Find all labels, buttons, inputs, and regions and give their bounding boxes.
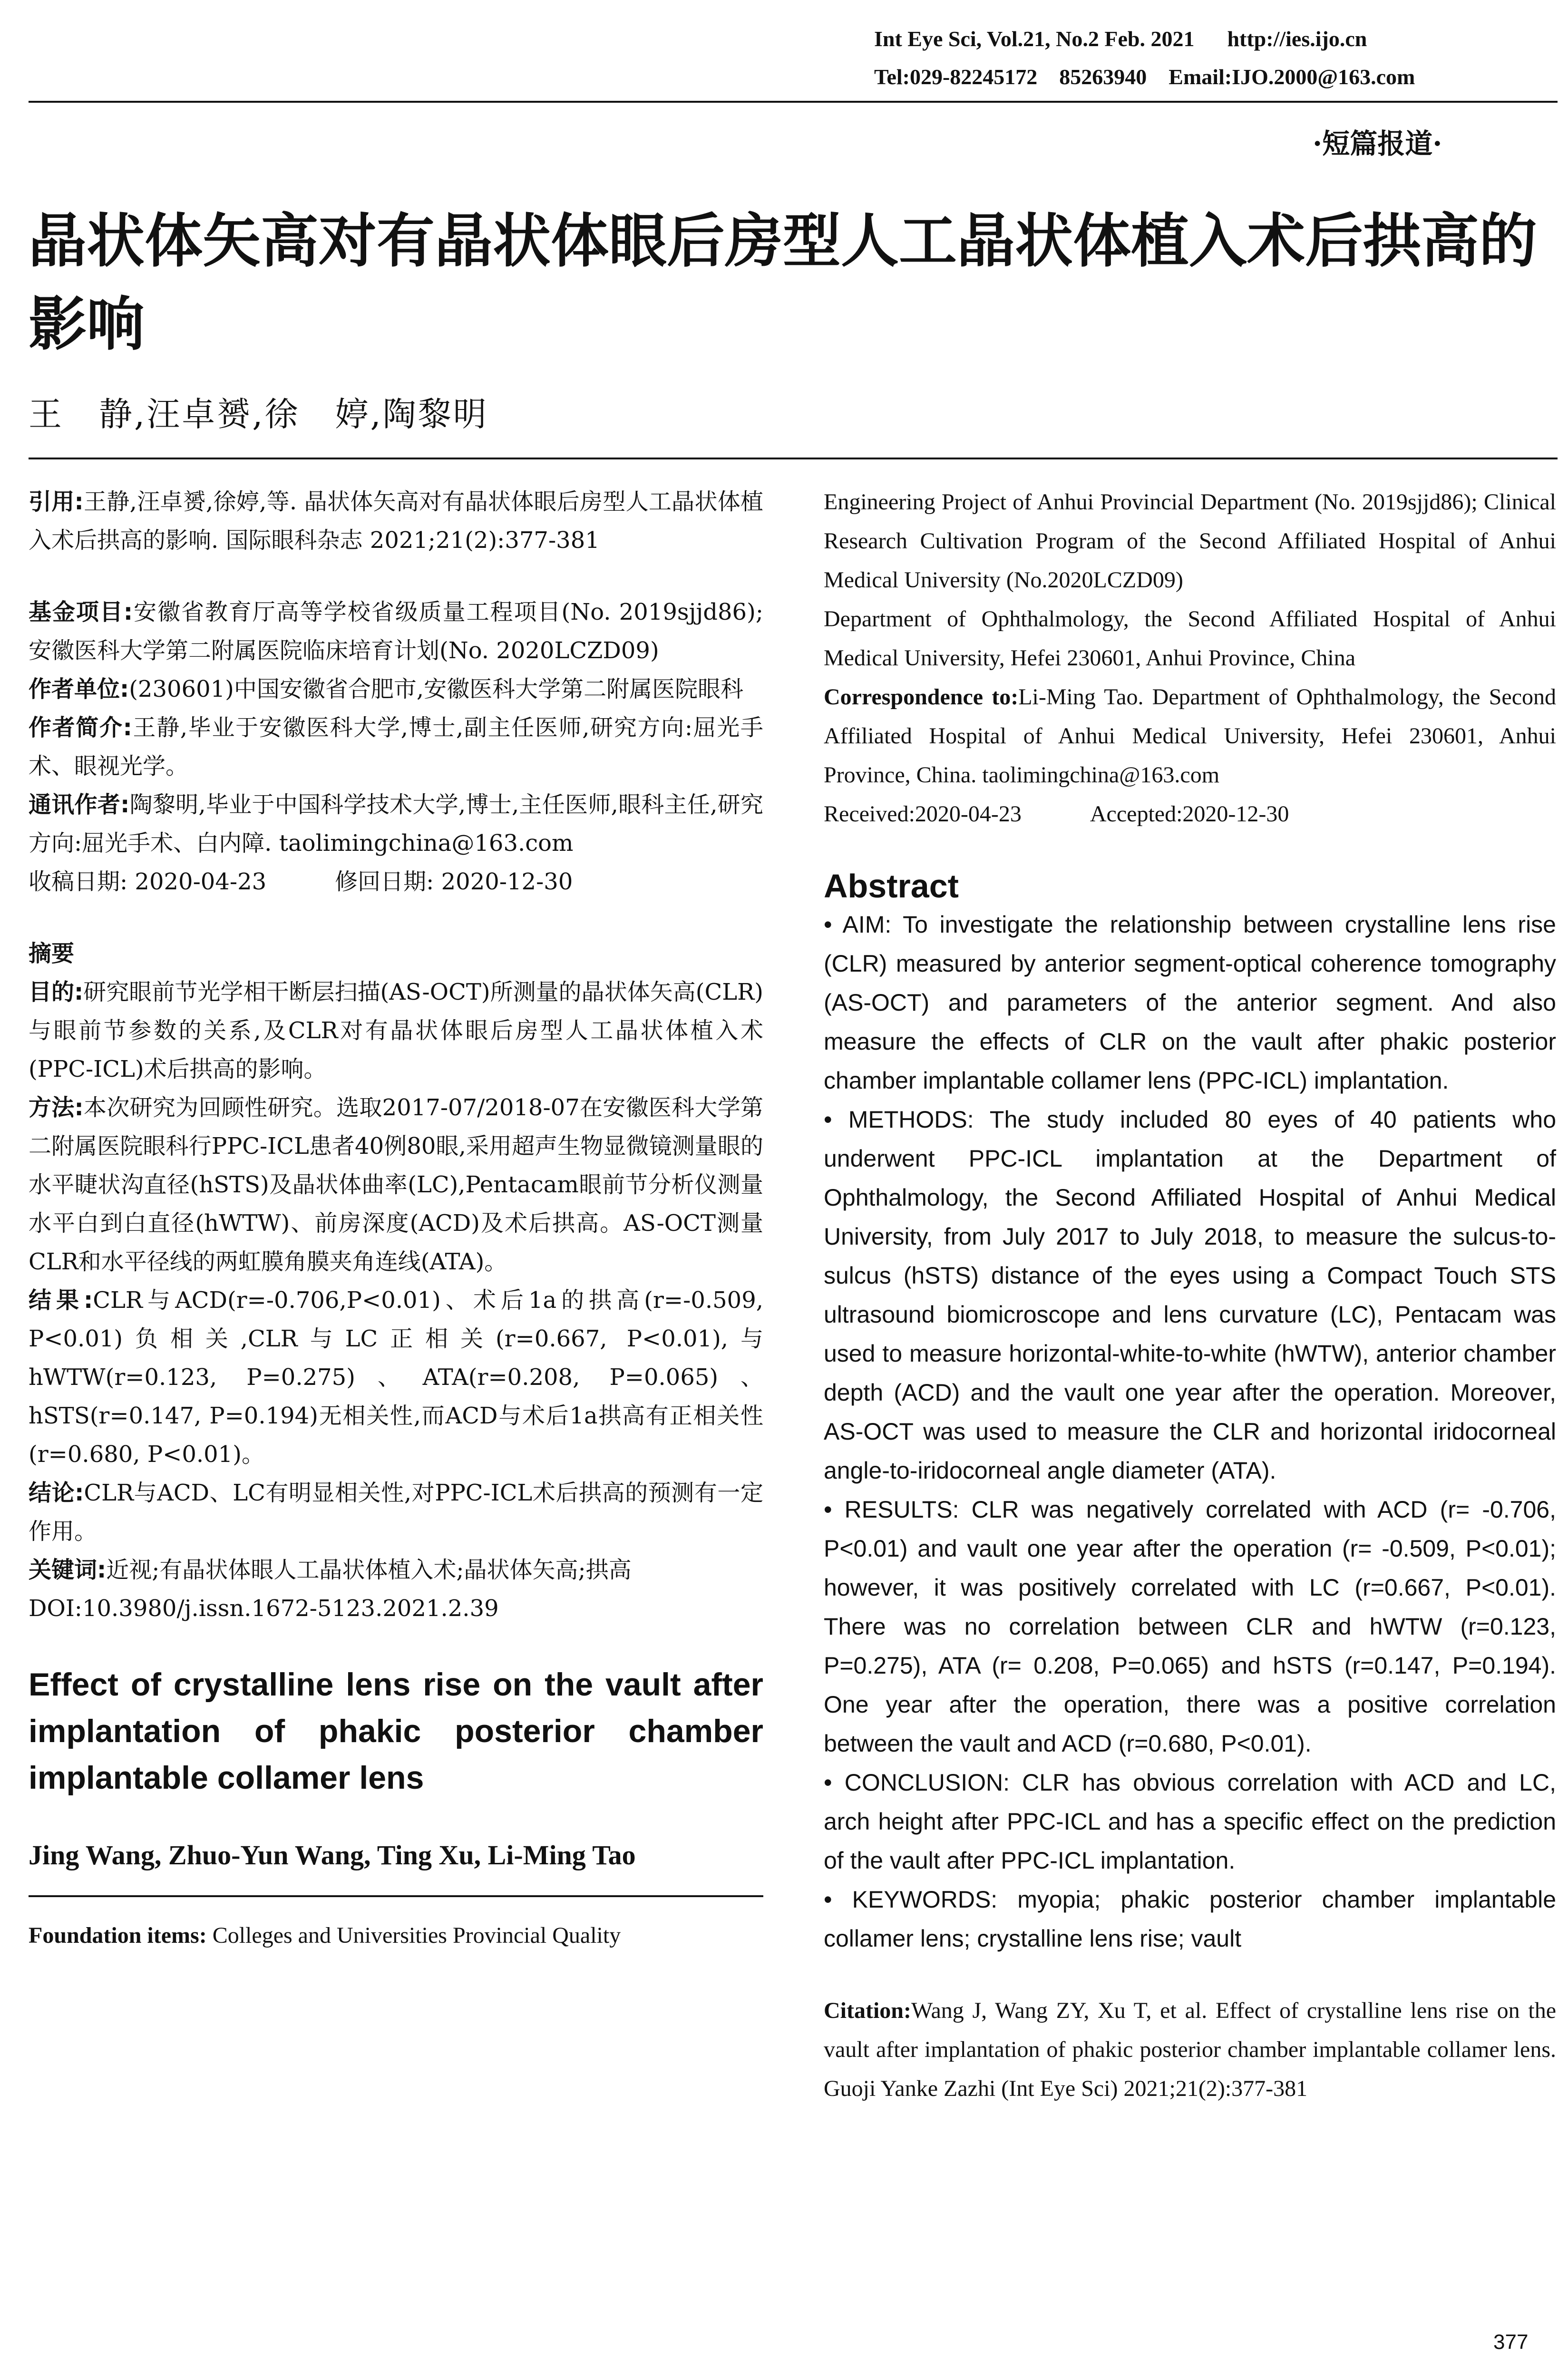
section-label: ·短篇报道·: [1313, 127, 1442, 160]
unit-label: 作者单位:: [29, 676, 129, 702]
bio-text: 王静,毕业于安徽医科大学,博士,副主任医师,研究方向:屈光手术、眼视光学。: [29, 714, 763, 779]
aim-en: • AIM: To investigate the relationship between crystalline lens rise (CLR) measured by anterior segment-optical coherence tomography (AS-OCT) and parameters of the anterior segment. And also measure the effects of CLR on the vault after phakic posterior chamber implantable collamer lens (PPC-ICL) implantation.: [824, 911, 1556, 1094]
fund-info: [29, 593, 763, 670]
english-authors: Jing Wang, Zhuo-Yun Wang, Ting Xu, Li-Ming Tao: [29, 1840, 636, 1870]
bio-label: 作者简介:: [29, 714, 132, 741]
right-column: [824, 483, 1556, 2108]
title-rule: [29, 458, 1558, 459]
methods-label: 方法:: [29, 1094, 84, 1121]
conclusion-en: • CONCLUSION: CLR has obvious correlation with ACD and LC, arch height after PPC-ICL and has a specific effect on the prediction of the vault after PPC-ICL implantation.: [824, 1769, 1556, 1874]
conclusion-cn: [29, 1474, 763, 1551]
received-accepted: Received:2020-04-23 Accepted:2020-12-30: [824, 801, 1289, 827]
keywords-text: 近视;有晶状体眼人工晶状体植入术;晶状体矢高;拱高: [106, 1557, 632, 1583]
author-list: 王 静,汪卓赟,徐 婷,陶黎明: [29, 395, 488, 434]
foundation-text: Colleges and Universities Provincial Quality: [212, 1923, 621, 1948]
methods-text: 本次研究为回顾性研究。选取2017-07/2018-07在安徽医科大学第二附属医院眼科行PPC-ICL患者40例80眼,采用超声生物显微镜测量眼的水平睫状沟直径(hSTS)及晶状体曲率(LC),Pentacam眼前节分析仪测量水平白到白直径(hWTW)、前房深度(ACD)及术后拱高。AS-OCT测量CLR和水平径线的两虹膜角膜夹角连线(ATA)。: [29, 1094, 763, 1275]
journal-info-line-1: Int Eye Sci, Vol.21, No.2 Feb. 2021 http://ies.ijo.cn: [874, 27, 1367, 51]
aim-cn: [29, 973, 763, 1089]
results-text: CLR与ACD(r=-0.706,P<0.01)、术后1a的拱高(r=-0.509, P<0.01)负相关,CLR与LC正相关(r=0.667, P<0.01),与hWTW(r=0.123, P=0.275)、ATA(r=0.208, P=0.065)、hSTS(r=0.147, P=0.194)无相关性,而ACD与术后1a拱高有正相关性(r=0.680, P<0.01)。: [29, 1287, 763, 1468]
correspondence-en: [824, 678, 1556, 795]
aim-text: 研究眼前节光学相干断层扫描(AS-OCT)所测量的晶状体矢高(CLR)与眼前节参数的关系,及CLR对有晶状体眼后房型人工晶状体植入术(PPC-ICL)术后拱高的影响。: [29, 979, 763, 1082]
citation-en: [824, 1991, 1556, 2108]
keywords-en: • KEYWORDS: myopia; phakic posterior chamber implantable collamer lens; crystalline lens rise; vault: [824, 1886, 1556, 1952]
citation-cn: [29, 483, 763, 560]
unit-text: (230601)中国安徽省合肥市,安徽医科大学第二附属医院眼科: [129, 676, 744, 702]
page-number: 377: [1493, 2330, 1529, 2354]
affiliation-en: Department of Ophthalmology, the Second Affiliated Hospital of Anhui Medical University, Hefei 230601, Anhui Province, China: [824, 606, 1556, 671]
author-unit: [29, 670, 763, 709]
english-title: Effect of crystalline lens rise on the vault after implantation of phakic posterior chamber implantable collamer lens: [29, 1666, 763, 1796]
abstract-heading-en: Abstract: [824, 867, 959, 905]
journal-contact-line-2: Tel:029-82245172 85263940 Email:IJO.2000@163.com: [874, 65, 1415, 89]
author-bio: [29, 709, 763, 786]
aim-label: 目的:: [29, 979, 84, 1005]
doi[interactable]: DOI:10.3980/j.issn.1672-5123.2021.2.39: [29, 1595, 499, 1622]
abstract-heading-cn: 摘要: [29, 940, 75, 967]
results-cn: [29, 1281, 763, 1474]
corresponding-author: [29, 786, 763, 863]
citation-text: 王静,汪卓赟,徐婷,等. 晶状体矢高对有晶状体眼后房型人工晶状体植入术后拱高的影响. 国际眼科杂志 2021;21(2):377-381: [29, 488, 763, 554]
left-column: [29, 483, 763, 1955]
keywords-label: 关键词:: [29, 1557, 107, 1583]
foundation-continued: Engineering Project of Anhui Provincial Department (No. 2019sjjd86); Clinical Research Cultivation Program of the Second Affiliated Hospital of Anhui Medical University (No.2020LCZD09): [824, 489, 1556, 593]
conclusion-label: 结论:: [29, 1480, 84, 1506]
header-rule: [29, 101, 1558, 103]
citation-en-text: Wang J, Wang ZY, Xu T, et al. Effect of crystalline lens rise on the vault after implantation of phakic posterior chamber implantable collamer lens. Guoji Yanke Zazhi (Int Eye Sci) 2021;21(2):377-381: [824, 1998, 1556, 2101]
results-en: • RESULTS: CLR was negatively correlated with ACD (r= -0.706, P<0.01) and vault one year after the operation (r= -0.509, P<0.01); however, it was positively correlated with LC (r=0.667, P<0.01). There was no correlation between CLR and hWTW (r=0.123, P=0.275), ATA (r= 0.208, P=0.065) and hSTS (r=0.147, P=0.194). One year after the operation, there was a positive correlation between the vault and ACD (r=0.680, P<0.01).: [824, 1496, 1556, 1757]
methods-cn: [29, 1089, 763, 1281]
foundation-items: [29, 1916, 763, 1955]
correspondence-label: Correspondence to:: [824, 684, 1019, 710]
corr-text: 陶黎明,毕业于中国科学技术大学,博士,主任医师,眼科主任,研究方向:屈光手术、白内障. taolimingchina@163.com: [29, 791, 764, 857]
dates-cn: 收稿日期: 2020-04-23 修回日期: 2020-12-30: [29, 868, 573, 895]
correspondence-text: Li-Ming Tao. Department of Ophthalmology, the Second Affiliated Hospital of Anhui Medical University, Hefei 230601, Anhui Province, China. taolimingchina@163.com: [824, 684, 1556, 788]
foundation-label: Foundation items:: [29, 1923, 207, 1948]
fund-label: 基金项目:: [29, 599, 133, 625]
fund-text: 安徽省教育厅高等学校省级质量工程项目(No. 2019sjjd86);安徽医科大学第二附属医院临床培育计划(No. 2020LCZD09): [29, 599, 763, 664]
keywords-cn: [29, 1551, 763, 1589]
page-title: 晶状体矢高对有晶状体眼后房型人工晶状体植入术后拱高的影响: [29, 207, 1537, 358]
citation-label: 引用:: [29, 488, 84, 515]
corr-label: 通讯作者:: [29, 791, 130, 818]
results-label: 结果:: [29, 1287, 93, 1314]
methods-en: • METHODS: The study included 80 eyes of 40 patients who underwent PPC-ICL implantation at the Department of Ophthalmology, the Second Affiliated Hospital of Anhui Medical University, from July 2017 to July 2018, to measure the sulcus-to-sulcus (hSTS) distance of the eyes using a Compact Touch STS ultrasound biomicroscope and lens curvature (LC), Pentacam was used to measure horizontal-white-to-white (hWTW), anterior chamber depth (ACD) and the vault one year after the operation. Moreover, AS-OCT was used to measure the CLR and horizontal iridocorneal angle-to-iridocorneal angle diameter (ATA).: [824, 1106, 1556, 1484]
citation-en-label: Citation:: [824, 1998, 911, 2023]
conclusion-text: CLR与ACD、LC有明显相关性,对PPC-ICL术后拱高的预测有一定作用。: [29, 1480, 763, 1545]
